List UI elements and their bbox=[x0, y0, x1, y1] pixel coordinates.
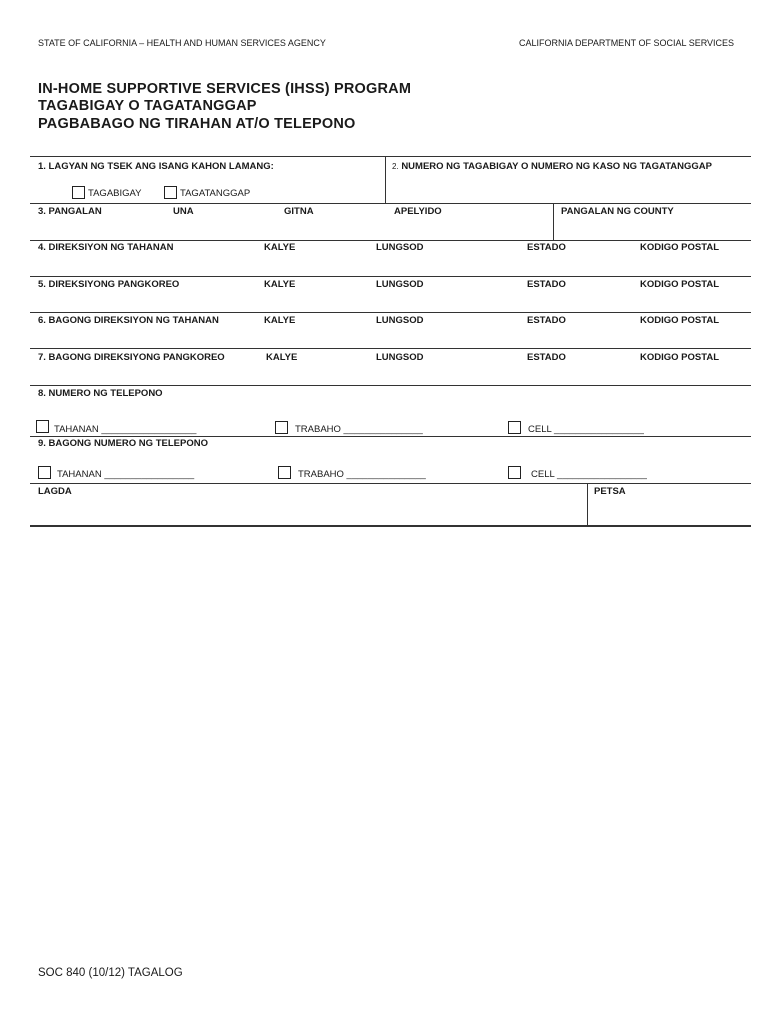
provider-checkbox[interactable] bbox=[72, 186, 85, 199]
new-home-phone-field[interactable]: TAHANAN _________________ bbox=[57, 469, 195, 480]
recipient-option-label: TAGATANGGAP bbox=[180, 188, 251, 199]
street-label: KALYE bbox=[266, 352, 298, 363]
provider-option-label: TAGABIGAY bbox=[88, 188, 142, 199]
section2-label: 2. NUMERO NG TAGABIGAY O NUMERO NG KASO NG TAGATANGGAP bbox=[392, 161, 713, 172]
home-phone-checkbox[interactable] bbox=[36, 420, 49, 433]
form-bottom-rule bbox=[30, 525, 751, 527]
form-title-line1: IN-HOME SUPPORTIVE SERVICES (IHSS) PROGRAM bbox=[38, 81, 412, 97]
city-label: LUNGSOD bbox=[376, 352, 424, 363]
date-label: PETSA bbox=[594, 486, 626, 497]
county-label: PANGALAN NG COUNTY bbox=[561, 206, 674, 217]
street-label: KALYE bbox=[264, 315, 296, 326]
new-work-phone-checkbox[interactable] bbox=[278, 466, 291, 479]
form-title-line3: PAGBABAGO NG TIRAHAN AT/O TELEPONO bbox=[38, 116, 356, 132]
city-label: LUNGSOD bbox=[376, 315, 424, 326]
signature-top-rule bbox=[30, 483, 751, 484]
section8-top-rule bbox=[30, 385, 751, 386]
street-label: KALYE bbox=[264, 242, 296, 253]
street-label: KALYE bbox=[264, 279, 296, 290]
new-mailing-address-label: 7. BAGONG DIREKSIYONG PANGKOREO bbox=[38, 352, 225, 363]
home-address-label: 4. DIREKSIYON NG TAHANAN bbox=[38, 242, 174, 253]
last-name-label: APELYIDO bbox=[394, 206, 442, 217]
state-label: ESTADO bbox=[527, 352, 566, 363]
agency-header: STATE OF CALIFORNIA – HEALTH AND HUMAN SERVICES AGENCY bbox=[38, 38, 326, 48]
home-phone-field[interactable]: TAHANAN __________________ bbox=[54, 424, 197, 435]
form-title-line2: TAGABIGAY O TAGATANGGAP bbox=[38, 98, 257, 114]
zip-label: KODIGO POSTAL bbox=[640, 315, 719, 326]
date-divider bbox=[587, 483, 588, 526]
section1-top-rule bbox=[30, 156, 751, 157]
row6-top-rule bbox=[30, 312, 751, 313]
section9-top-rule bbox=[30, 436, 751, 437]
new-work-phone-field[interactable]: TRABAHO _______________ bbox=[298, 469, 426, 480]
work-phone-field[interactable]: TRABAHO _______________ bbox=[295, 424, 423, 435]
middle-name-label: GITNA bbox=[284, 206, 314, 217]
county-divider bbox=[553, 203, 554, 240]
zip-label: KODIGO POSTAL bbox=[640, 279, 719, 290]
mailing-address-label: 5. DIREKSIYONG PANGKOREO bbox=[38, 279, 180, 290]
first-name-label: UNA bbox=[173, 206, 194, 217]
zip-label: KODIGO POSTAL bbox=[640, 242, 719, 253]
zip-label: KODIGO POSTAL bbox=[640, 352, 719, 363]
new-cell-phone-checkbox[interactable] bbox=[508, 466, 521, 479]
row7-top-rule bbox=[30, 348, 751, 349]
section3-top-rule bbox=[30, 203, 751, 204]
row5-top-rule bbox=[30, 276, 751, 277]
city-label: LUNGSOD bbox=[376, 242, 424, 253]
city-label: LUNGSOD bbox=[376, 279, 424, 290]
state-label: ESTADO bbox=[527, 279, 566, 290]
cell-phone-checkbox[interactable] bbox=[508, 421, 521, 434]
new-home-phone-checkbox[interactable] bbox=[38, 466, 51, 479]
section1-label: 1. LAGYAN NG TSEK ANG ISANG KAHON LAMANG: bbox=[38, 161, 274, 172]
new-phone-label: 9. BAGONG NUMERO NG TELEPONO bbox=[38, 438, 208, 449]
form-number: SOC 840 (10/12) TAGALOG bbox=[38, 967, 183, 979]
state-label: ESTADO bbox=[527, 315, 566, 326]
new-home-address-label: 6. BAGONG DIREKSIYON NG TAHANAN bbox=[38, 315, 219, 326]
department-header: CALIFORNIA DEPARTMENT OF SOCIAL SERVICES bbox=[519, 38, 735, 48]
row4-top-rule bbox=[30, 240, 751, 241]
state-label: ESTADO bbox=[527, 242, 566, 253]
cell-phone-field[interactable]: CELL _________________ bbox=[528, 424, 644, 435]
work-phone-checkbox[interactable] bbox=[275, 421, 288, 434]
new-cell-phone-field[interactable]: CELL _________________ bbox=[531, 469, 647, 480]
signature-label: LAGDA bbox=[38, 486, 72, 497]
recipient-checkbox[interactable] bbox=[164, 186, 177, 199]
name-label: 3. PANGALAN bbox=[38, 206, 102, 217]
phone-label: 8. NUMERO NG TELEPONO bbox=[38, 388, 163, 399]
section2-divider bbox=[385, 156, 386, 203]
